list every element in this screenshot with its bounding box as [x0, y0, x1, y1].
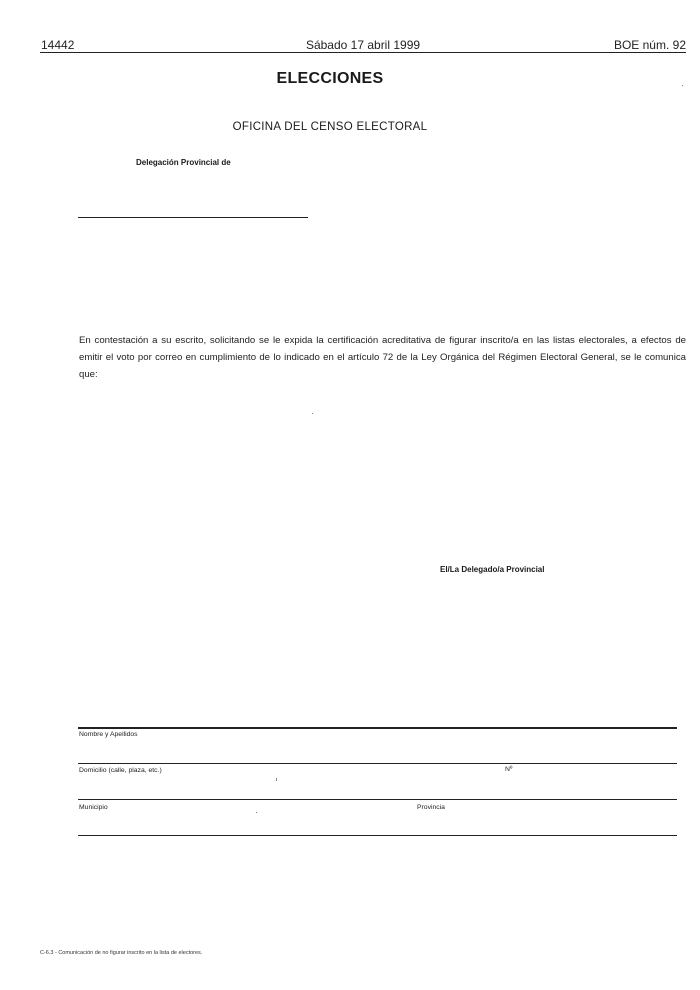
- scan-speck: [256, 812, 257, 813]
- form-rule-top: [78, 727, 677, 729]
- issue-date: Sábado 17 abril 1999: [305, 38, 421, 52]
- page-number: 14442: [41, 38, 75, 52]
- delegation-label: Delegación Provincial de: [136, 158, 231, 167]
- province-label: Provincia: [417, 804, 445, 811]
- form-rule-bottom: [78, 835, 677, 836]
- office-subtitle: OFICINA DEL CENSO ELECTORAL: [232, 121, 428, 133]
- scan-speck: [682, 85, 683, 86]
- name-label: Nombre y Apellidos: [79, 731, 138, 738]
- form-rule-name: [78, 763, 677, 764]
- header-rule: [40, 52, 686, 53]
- form-code: C-6.3 - Comunicación de no figurar inscrito en la lista de electores.: [40, 950, 203, 956]
- address-label: Domicilio (calle, plaza, etc.): [79, 767, 162, 774]
- municipality-label: Municipio: [79, 804, 108, 811]
- scan-speck: [312, 413, 313, 414]
- signature-label: El/La Delegado/a Provincial: [440, 565, 545, 574]
- delegation-line: [78, 217, 308, 218]
- scan-speck: [276, 778, 277, 781]
- number-label: Nº: [505, 766, 513, 773]
- page-title: ELECCIONES: [276, 70, 384, 87]
- publication-issue: BOE núm. 92: [613, 38, 686, 52]
- form-rule-address: [78, 799, 677, 800]
- body-paragraph: En contestación a su escrito, solicitando se le expida la certificación acreditativa de figurar inscrito/a en las listas electorales, a efectos de emitir el voto por correo en cumplimiento de lo indicado en el artículo 72 de la Ley Orgánica del Régimen Electoral General, se le comunica que:: [79, 335, 686, 380]
